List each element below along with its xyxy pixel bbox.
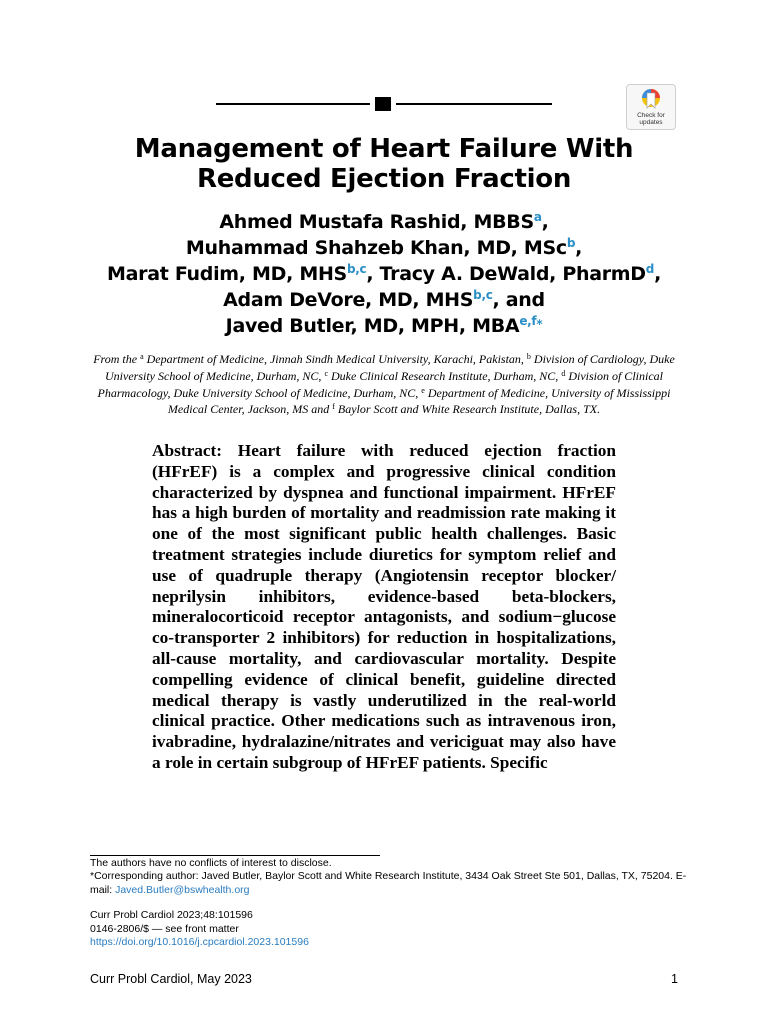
title-line-1: Management of Heart Failure With [134, 134, 634, 164]
author-affil-sup[interactable]: b [566, 236, 576, 250]
author-affil-sup[interactable]: a [533, 210, 542, 224]
article-title [40, 134, 728, 194]
abstract-text: Abstract: Heart failure with reduced ejection fraction (HFrEF) is a complex and progressive clinical condition characterized by dyspnea and functional impairment. HFrEF has a high burden of mortality and readmission rate making it one of the most significant public health challenges. Basic treatment strategies include diuretics for symptom relief and use of quadruple therapy (Angiotensin receptor blocker/ neprilysin inhibitors, evidence-based beta-blockers, mineralocorticoid receptor antagonists, and sodium−glucose co-transporter 2 inhibitors) for reduction in hospitalizations, all-cause mortality, and cardiovascular mortality. Despite compelling evidence of clinical benefit, guideline directed medical therapy is vastly underutilized in the real-world clinical practice. Other medications such as intravenous iron, ivabradine, hydralazine/nitrates and vericiguat may also have a role in certain subgroup of HFrEF patients. Specific [152, 441, 616, 772]
ornament-line-right [396, 103, 552, 105]
check-for-updates-badge[interactable] [626, 84, 676, 130]
title-ornament [216, 97, 552, 111]
author-affil-sup[interactable]: d [645, 262, 655, 276]
author-line-4: Adam DeVore, MD, MHS$^{b,c}$, and [223, 288, 545, 311]
footer-journal: Curr Probl Cardiol, May 2023 [90, 972, 252, 986]
author-affil-sup[interactable]: b,c [346, 262, 367, 276]
journal-reference: Curr Probl Cardiol 2023;48:101596 [90, 909, 253, 922]
author-affil-sup[interactable]: e,f⁎ [519, 314, 543, 328]
email-link[interactable]: Javed.Butler@bswhealth.org [115, 883, 250, 896]
page-number: 1 [671, 972, 678, 986]
ornament-line-left [216, 103, 370, 105]
check-for-updates-label: Check for updates [637, 112, 665, 126]
footnote-divider [90, 855, 380, 856]
affiliations: From the $^a$ Department of Medicine, Jinnah Sindh Medical University, Karachi, Pakistan, $^b$ Division of Cardiology, Duke University School of Medicine, Durham, NC, $^c$ Duke Clinical Research Institute, Durham, NC, $^d$ Division of Clinical Pharmacology, Duke University School of Medicine, Durham, NC, $^e$ Department of Medicine, University of Mississippi Medical Center, Jackson, MS and $^f$ Baylor Scott and White Research Institute, Dallas, TX. [93, 352, 675, 417]
author-affil-sup[interactable]: b,c [473, 288, 493, 302]
doi-link[interactable]: https://doi.org/10.1016/j.cpcardiol.2023.101596 [90, 936, 309, 949]
ornament-square [375, 97, 391, 111]
page-footer [90, 972, 678, 986]
bookmark-check-icon [641, 88, 661, 112]
footnotes [90, 857, 690, 949]
conflict-statement: The authors have no conflicts of interest to disclose. [90, 857, 332, 869]
author-line-3: Marat Fudim, MD, MHS$^{b,c}$, Tracy A. DeWald, PharmD$^d$, [107, 262, 661, 285]
author-line-2: Muhammad Shahzeb Khan, MD, MSc$^b$, [185, 236, 583, 259]
corresponding-author: *Corresponding author: Javed Butler, Baylor Scott and White Research Institute, 3434 Oak Street Ste 501, Dallas, TX, 75204. E-mail: Javed.Butler@bswhealth.org [90, 870, 687, 896]
author-line-1: Ahmed Mustafa Rashid, MBBS$^a$, [219, 210, 549, 233]
author-list [20, 209, 748, 339]
issn-line: 0146-2806/$ — see front matter [90, 922, 239, 935]
title-line-2: Reduced Ejection Fraction [196, 164, 572, 194]
author-line-5: Javed Butler, MD, MPH, $MBA^{e,f⁎}$ [225, 314, 543, 337]
